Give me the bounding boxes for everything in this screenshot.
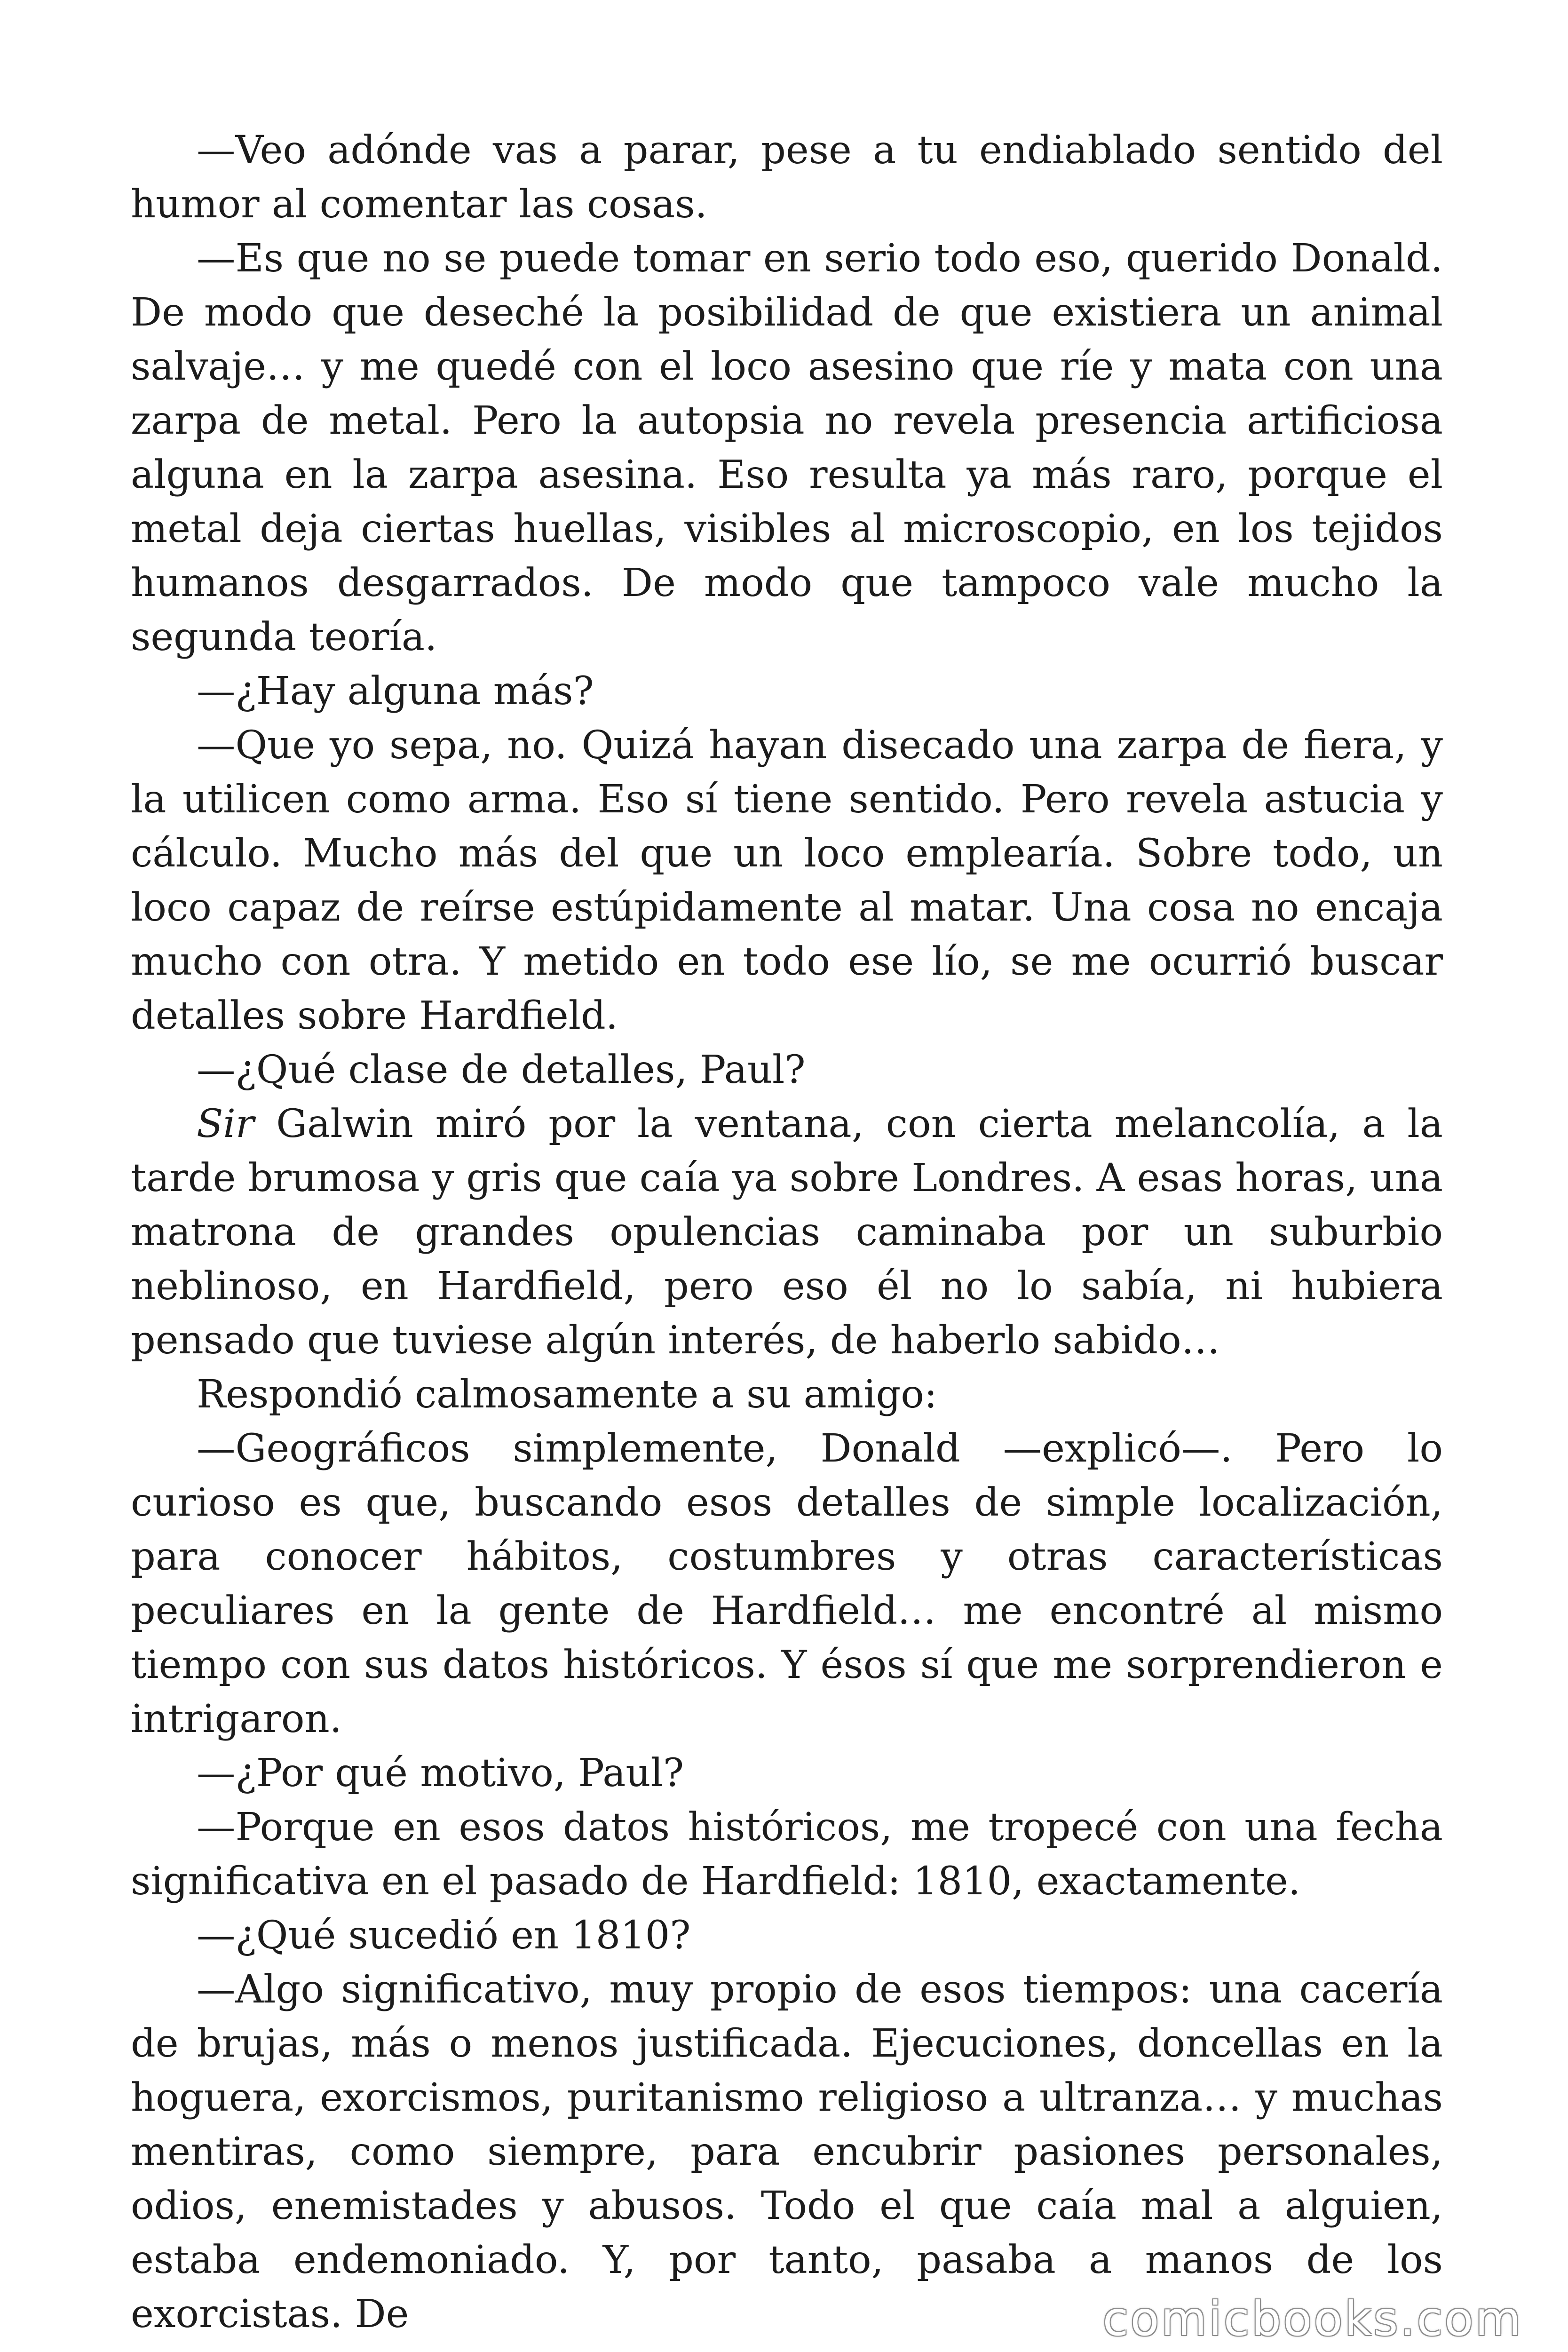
italic-title-word: Sir <box>197 1101 254 1146</box>
paragraph: —Veo adónde vas a parar, pese a tu endiablado sentido del humor al comentar las cosas. <box>131 127 1443 227</box>
paragraph: —¿Qué sucedió en 1810? <box>197 1913 691 1958</box>
paragraph: —Que yo sepa, no. Quizá hayan disecado una zarpa de fiera, y la utilicen como arma. Eso sí tiene sentido. Pero revela astucia y cálculo. Mucho más del que un loco emplearía. Sobre todo, un loco capaz de reírse estúpidamente al matar. Una cosa no encaja mucho con otra. Y metido en todo ese lío, se me ocurrió buscar detalles sobre Hardfield. <box>131 723 1443 1038</box>
paragraph <box>131 1097 1443 1367</box>
paragraph-body: Galwin miró por la ventana, con cierta melancolía, a la tarde brumosa y gris que caía ya sobre Londres. A esas horas, una matrona de grandes opulencias caminaba por un suburbio neblinoso, en Hardfield, pero eso él no lo sabía, ni hubiera pensado que tuviese algún interés, de haberlo sabido… <box>131 1101 1443 1363</box>
paragraph: —Geográficos simplemente, Donald —explicó—. Pero lo curioso es que, buscando esos detalles de simple localización, para conocer hábitos, costumbres y otras características peculiares en la gente de Hardfield… me encontré al mismo tiempo con sus datos históricos. Y ésos sí que me sorprendieron e intrigaron. <box>131 1426 1443 1741</box>
paragraph: —Algo significativo, muy propio de esos tiempos: una cacería de brujas, más o menos justificada. Ejecuciones, doncellas en la hoguera, exorcismos, puritanismo religioso a ultranza… y muchas mentiras, como siempre, para encubrir pasiones personales, odios, enemistades y abusos. Todo el que caía mal a alguien, estaba endemoniado. Y, por tanto, pasaba a manos de los exorcistas. De <box>131 1967 1443 2336</box>
book-page-text <box>131 123 1443 2341</box>
paragraph: —Es que no se puede tomar en serio todo eso, querido Donald. De modo que deseché la posibilidad de que existiera un animal salvaje… y me quedé con el loco asesino que ríe y mata con una zarpa de metal. Pero la autopsia no revela presencia artificiosa alguna en la zarpa asesina. Eso resulta ya más raro, porque el metal deja ciertas huellas, visibles al microscopio, en los tejidos humanos desgarrados. De modo que tampoco vale mucho la segunda teoría. <box>131 236 1443 660</box>
paragraph: —Porque en esos datos históricos, me tropecé con una fecha significativa en el pasado de Hardfield: 1810, exactamente. <box>131 1804 1443 1904</box>
paragraph: —¿Por qué motivo, Paul? <box>197 1750 684 1796</box>
paragraph: —¿Qué clase de detalles, Paul? <box>197 1047 806 1092</box>
paragraph: —¿Hay alguna más? <box>197 668 594 714</box>
paragraph: Respondió calmosamente a su amigo: <box>197 1372 937 1417</box>
watermark: comicbooks.com <box>1102 2291 1523 2346</box>
